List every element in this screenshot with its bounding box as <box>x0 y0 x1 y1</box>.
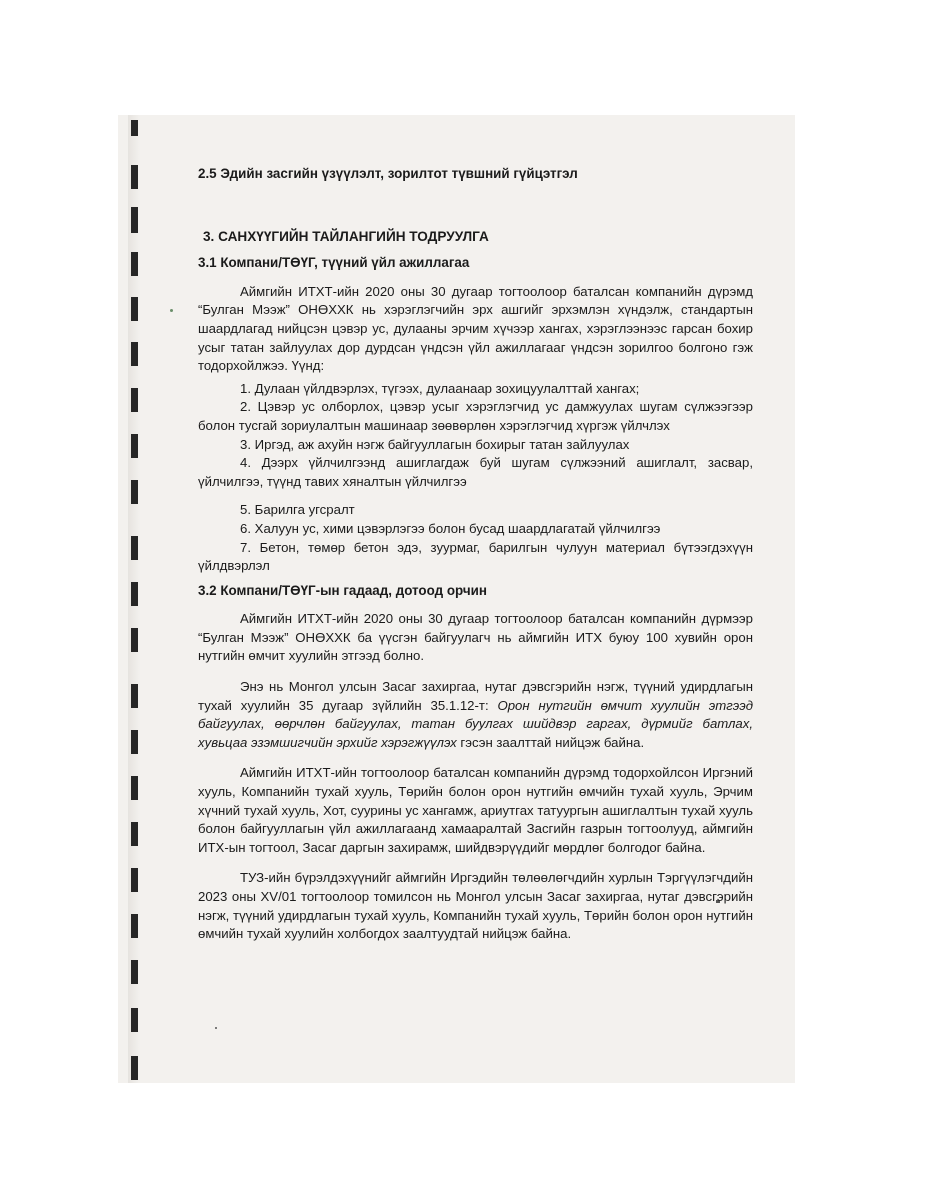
section-3-heading: 3. САНХҮҮГИЙН ТАЙЛАНГИЙН ТОДРУУЛГА <box>203 228 489 244</box>
section-3-2-heading: 3.2 Компани/ТӨҮГ-ын гадаад, дотоод орчин <box>198 582 487 598</box>
punch-mark <box>131 342 138 366</box>
document-body <box>198 165 753 944</box>
punch-mark <box>131 120 138 136</box>
punch-mark <box>131 252 138 276</box>
list-item: 7. Бетон, төмөр бетон эдэ, зуурмаг, барилгын чулуун материал бүтээгдэхүүн үйлдвэрлэл <box>198 539 753 574</box>
punch-mark <box>131 207 138 233</box>
punch-mark <box>131 1008 138 1032</box>
scan-speck <box>215 1027 217 1029</box>
section-3-1-intro: Аймгийн ИТХТ-ийн 2020 оны 30 дугаар тогтоолоор баталсан компанийн дүрэмд “Булган Мээж” ОНӨХХК нь хэрэглэгчийн эрх ашгийг эрхэмлэн хүндэлж, стандартын шаардлагад нийцсэн цэвэр ус, дулааны эрчим хүчээр хангах, хэрэглээнээс гарсан бохир усыг татан зайлуулах дор дурдсан үндсэн үйл ажиллагааг үндсэн зорилгоо болгоно гэж тодорхойлжээ. Үүнд: <box>198 283 753 374</box>
punch-mark <box>131 960 138 984</box>
scan-speck <box>170 309 173 312</box>
punch-mark <box>131 776 138 800</box>
list-item: 6. Халуун ус, хими цэвэрлэгээ болон бусад шаардлагатай үйлчилгээ <box>240 520 661 536</box>
punch-mark <box>131 388 138 412</box>
punch-mark <box>131 434 138 458</box>
punch-mark <box>131 822 138 846</box>
punch-mark <box>131 165 138 189</box>
section-3-2-paragraph: Аймгийн ИТХТ-ийн тогтоолоор баталсан компанийн дүрэмд тодорхойлсон Иргэний хууль, Компанийн тухай хууль, Төрийн болон орон нутгийн өмчийн тухай хууль, Эрчим хүчний тухай хууль, Хот, суурины ус хангамж, ариутгах татуургын ашиглалтын тухай хууль болон байгууллагын үйл ажиллагаанд хамааралтай Засгийн газрын тогтоолууд, аймгийн ИТХ-ын тогтоол, Засаг даргын захирамж, шийдвэрүүдийг мөрдлөг болгодог байна. <box>198 765 753 855</box>
section-3-2-paragraph: ТУЗ-ийн бүрэлдэхүүнийг аймгийн Иргэдийн төлөөлөгчдийн хурлын Тэргүүлэгчдийн 2023 оны XV/01 тогтоолоор томилсон нь Монгол улсын Засаг захиргаа, нутаг дэвсгэрийн нэгж, түүний удирдлагын тухай хууль, Компанийн тухай хууль, Төрийн болон орон нутгийн өмчийн тухай хуулийн холбогдох заалтуудтай нийцэж байна. <box>198 870 753 942</box>
paragraph-text: Энэ нь Монгол улсын Засаг захиргаа, нутаг дэвсгэрийн нэгж, түүний удирдлагын тухай хуулийн 35 дугаар зүйлийн 35.1.12-т: <box>198 679 753 713</box>
section-3-2-paragraph: Аймгийн ИТХТ-ийн 2020 оны 30 дугаар тогтоолоор баталсан компанийн дүрмээр “Булган Мээж” ОНӨХХК ба үүсгэн байгуулагч нь аймгийн ИТХ буюу 100 хувийн орон нутгийн өмчит хуулийн этгээд болно. <box>198 611 753 664</box>
punch-mark <box>131 730 138 754</box>
list-item: 1. Дулаан үйлдвэрлэх, түгээх, дулаанаар зохицуулалттай хангах; <box>240 380 640 396</box>
punch-mark <box>131 684 138 708</box>
law-quote: Орон нутгийн өмчит хуулийн этгээд байгуулах, өөрчлөн байгуулах, татан буулгах шийдвэр гаргах, дүрмийг батлах, хувьцаа эзэмшигчийн эрхийг хэрэгжүүлэх <box>198 697 753 750</box>
punch-mark <box>131 1056 138 1080</box>
punch-mark <box>131 297 138 321</box>
punch-mark <box>131 480 138 504</box>
list-item: 4. Дээрх үйлчилгээнд ашиглагдаж буй шугам сүлжээний ашиглалт, засвар, үйлчилгээ, түүнд тавих хяналтын үйлчилгээ <box>198 455 753 489</box>
section-3-1-heading: 3.1 Компани/ТӨҮГ, түүний үйл ажиллагаа <box>198 255 470 271</box>
activity-list <box>198 380 753 576</box>
section-2-5-heading: 2.5 Эдийн засгийн үзүүлэлт, зорилтот түвшний гүйцэтгэл <box>198 166 578 181</box>
section-3-2-law-paragraph <box>198 678 753 752</box>
punch-mark <box>131 628 138 652</box>
punch-mark <box>131 536 138 560</box>
list-item: 5. Барилга угсралт <box>240 502 355 518</box>
paragraph-text: гэсэн заалттай нийцэж байна. <box>456 734 645 750</box>
punch-mark <box>131 914 138 938</box>
list-item: 2. Цэвэр ус олборлох, цэвэр усыг хэрэглэгчид ус дамжуулах шугам сүлжээгээр болон тусгай зориулалтын машинаар зөөвөрлөн хэрэглэгчид хүргэж үйлчлэх <box>198 399 753 433</box>
punch-mark <box>131 868 138 892</box>
punch-mark <box>131 582 138 606</box>
list-item: 3. Иргэд, аж ахуйн нэгж байгууллагын бохирыг татан зайлуулах <box>240 436 630 452</box>
